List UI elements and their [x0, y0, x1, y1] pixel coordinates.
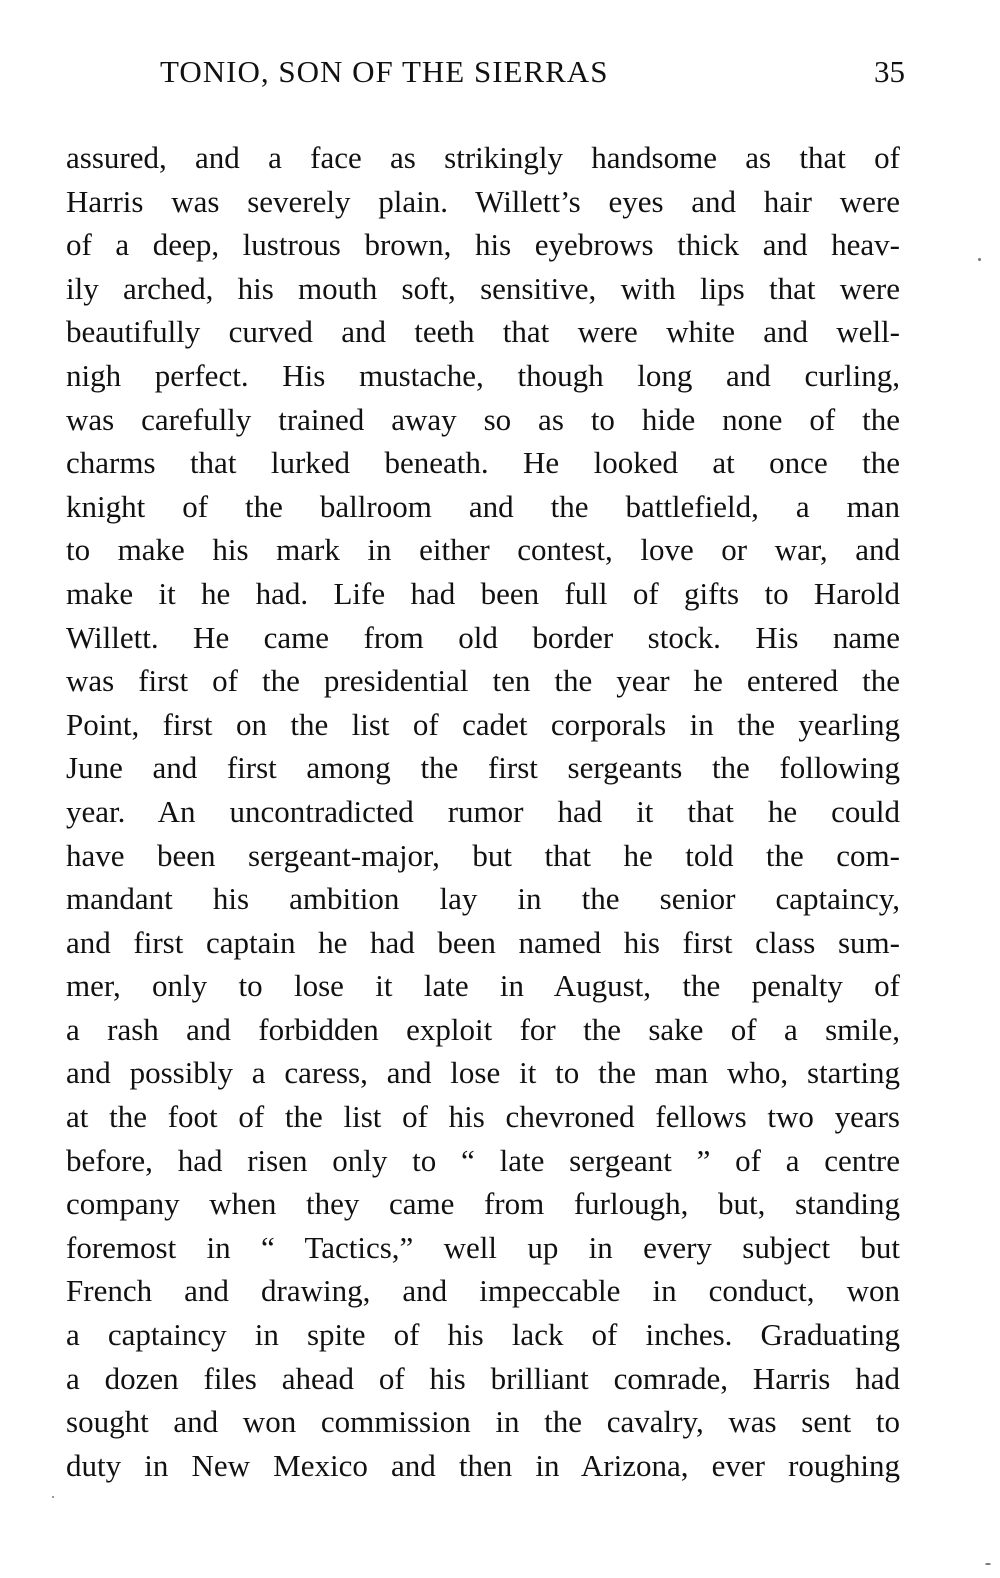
text-line: knight of the ballroom and the battlefield, a man — [66, 488, 900, 524]
text-line: of a deep, lustrous brown, his eyebrows thick and heav- — [66, 227, 900, 263]
text-line: year. An uncontradicted rumor had it that he could — [66, 793, 900, 829]
text-line: sought and won commission in the cavalry, was sent to — [66, 1404, 900, 1440]
text-line: at the foot of the list of his chevroned fellows two years — [66, 1099, 900, 1135]
text-line: mandant his ambition lay in the senior captaincy, — [66, 881, 900, 917]
text-line: Point, first on the list of cadet corporals in the yearling — [66, 706, 900, 742]
page-number: 35 — [874, 54, 905, 89]
text-line: Harris was severely plain. Willett’s eyes and hair were — [66, 183, 900, 219]
text-line: ily arched, his mouth soft, sensitive, with lips that were — [66, 270, 900, 306]
text-line: a dozen files ahead of his brilliant comrade, Harris had — [66, 1360, 900, 1396]
text-line: was carefully trained away so as to hide none of the — [66, 401, 900, 437]
text-line: company when they came from furlough, but, standing — [66, 1186, 900, 1222]
text-line: to make his mark in either contest, love or war, and — [66, 532, 900, 568]
text-line: a captaincy in spite of his lack of inches. Graduating — [66, 1317, 900, 1353]
text-line: and possibly a caress, and lose it to the man who, starting — [66, 1055, 900, 1091]
text-line: a rash and forbidden exploit for the sake of a smile, — [66, 1011, 900, 1047]
text-line: beautifully curved and teeth that were white and well- — [66, 314, 900, 350]
text-line: Willett. He came from old border stock. His name — [66, 619, 900, 655]
text-line: foremost in “ Tactics,” well up in every subject but — [66, 1229, 900, 1265]
scan-speck — [978, 258, 981, 261]
text-line: have been sergeant-major, but that he told the com- — [66, 837, 900, 873]
running-title: TONIO, SON OF THE SIERRAS — [160, 54, 609, 89]
text-line: make it he had. Life had been full of gifts to Harold — [66, 575, 900, 611]
text-line: mer, only to lose it late in August, the penalty of — [66, 968, 900, 1004]
text-line: and first captain he had been named his first class sum- — [66, 924, 900, 960]
text-line: assured, and a face as strikingly handsome as that of — [66, 140, 900, 175]
text-line: was first of the presidential ten the year he entered the — [66, 663, 900, 699]
running-header — [160, 50, 905, 94]
text-line: June and first among the first sergeants the following — [66, 750, 900, 786]
body-text — [66, 136, 900, 1487]
scan-speck — [52, 1496, 54, 1498]
text-line: nigh perfect. His mustache, though long and curling, — [66, 357, 900, 393]
text-line: before, had risen only to “ late sergeant ” of a centre — [66, 1142, 900, 1178]
text-line: French and drawing, and impeccable in conduct, won — [66, 1273, 900, 1309]
text-line: charms that lurked beneath. He looked at once the — [66, 445, 900, 481]
text-line: duty in New Mexico and then in Arizona, ever roughing — [66, 1447, 900, 1483]
scan-speck — [985, 1563, 991, 1565]
